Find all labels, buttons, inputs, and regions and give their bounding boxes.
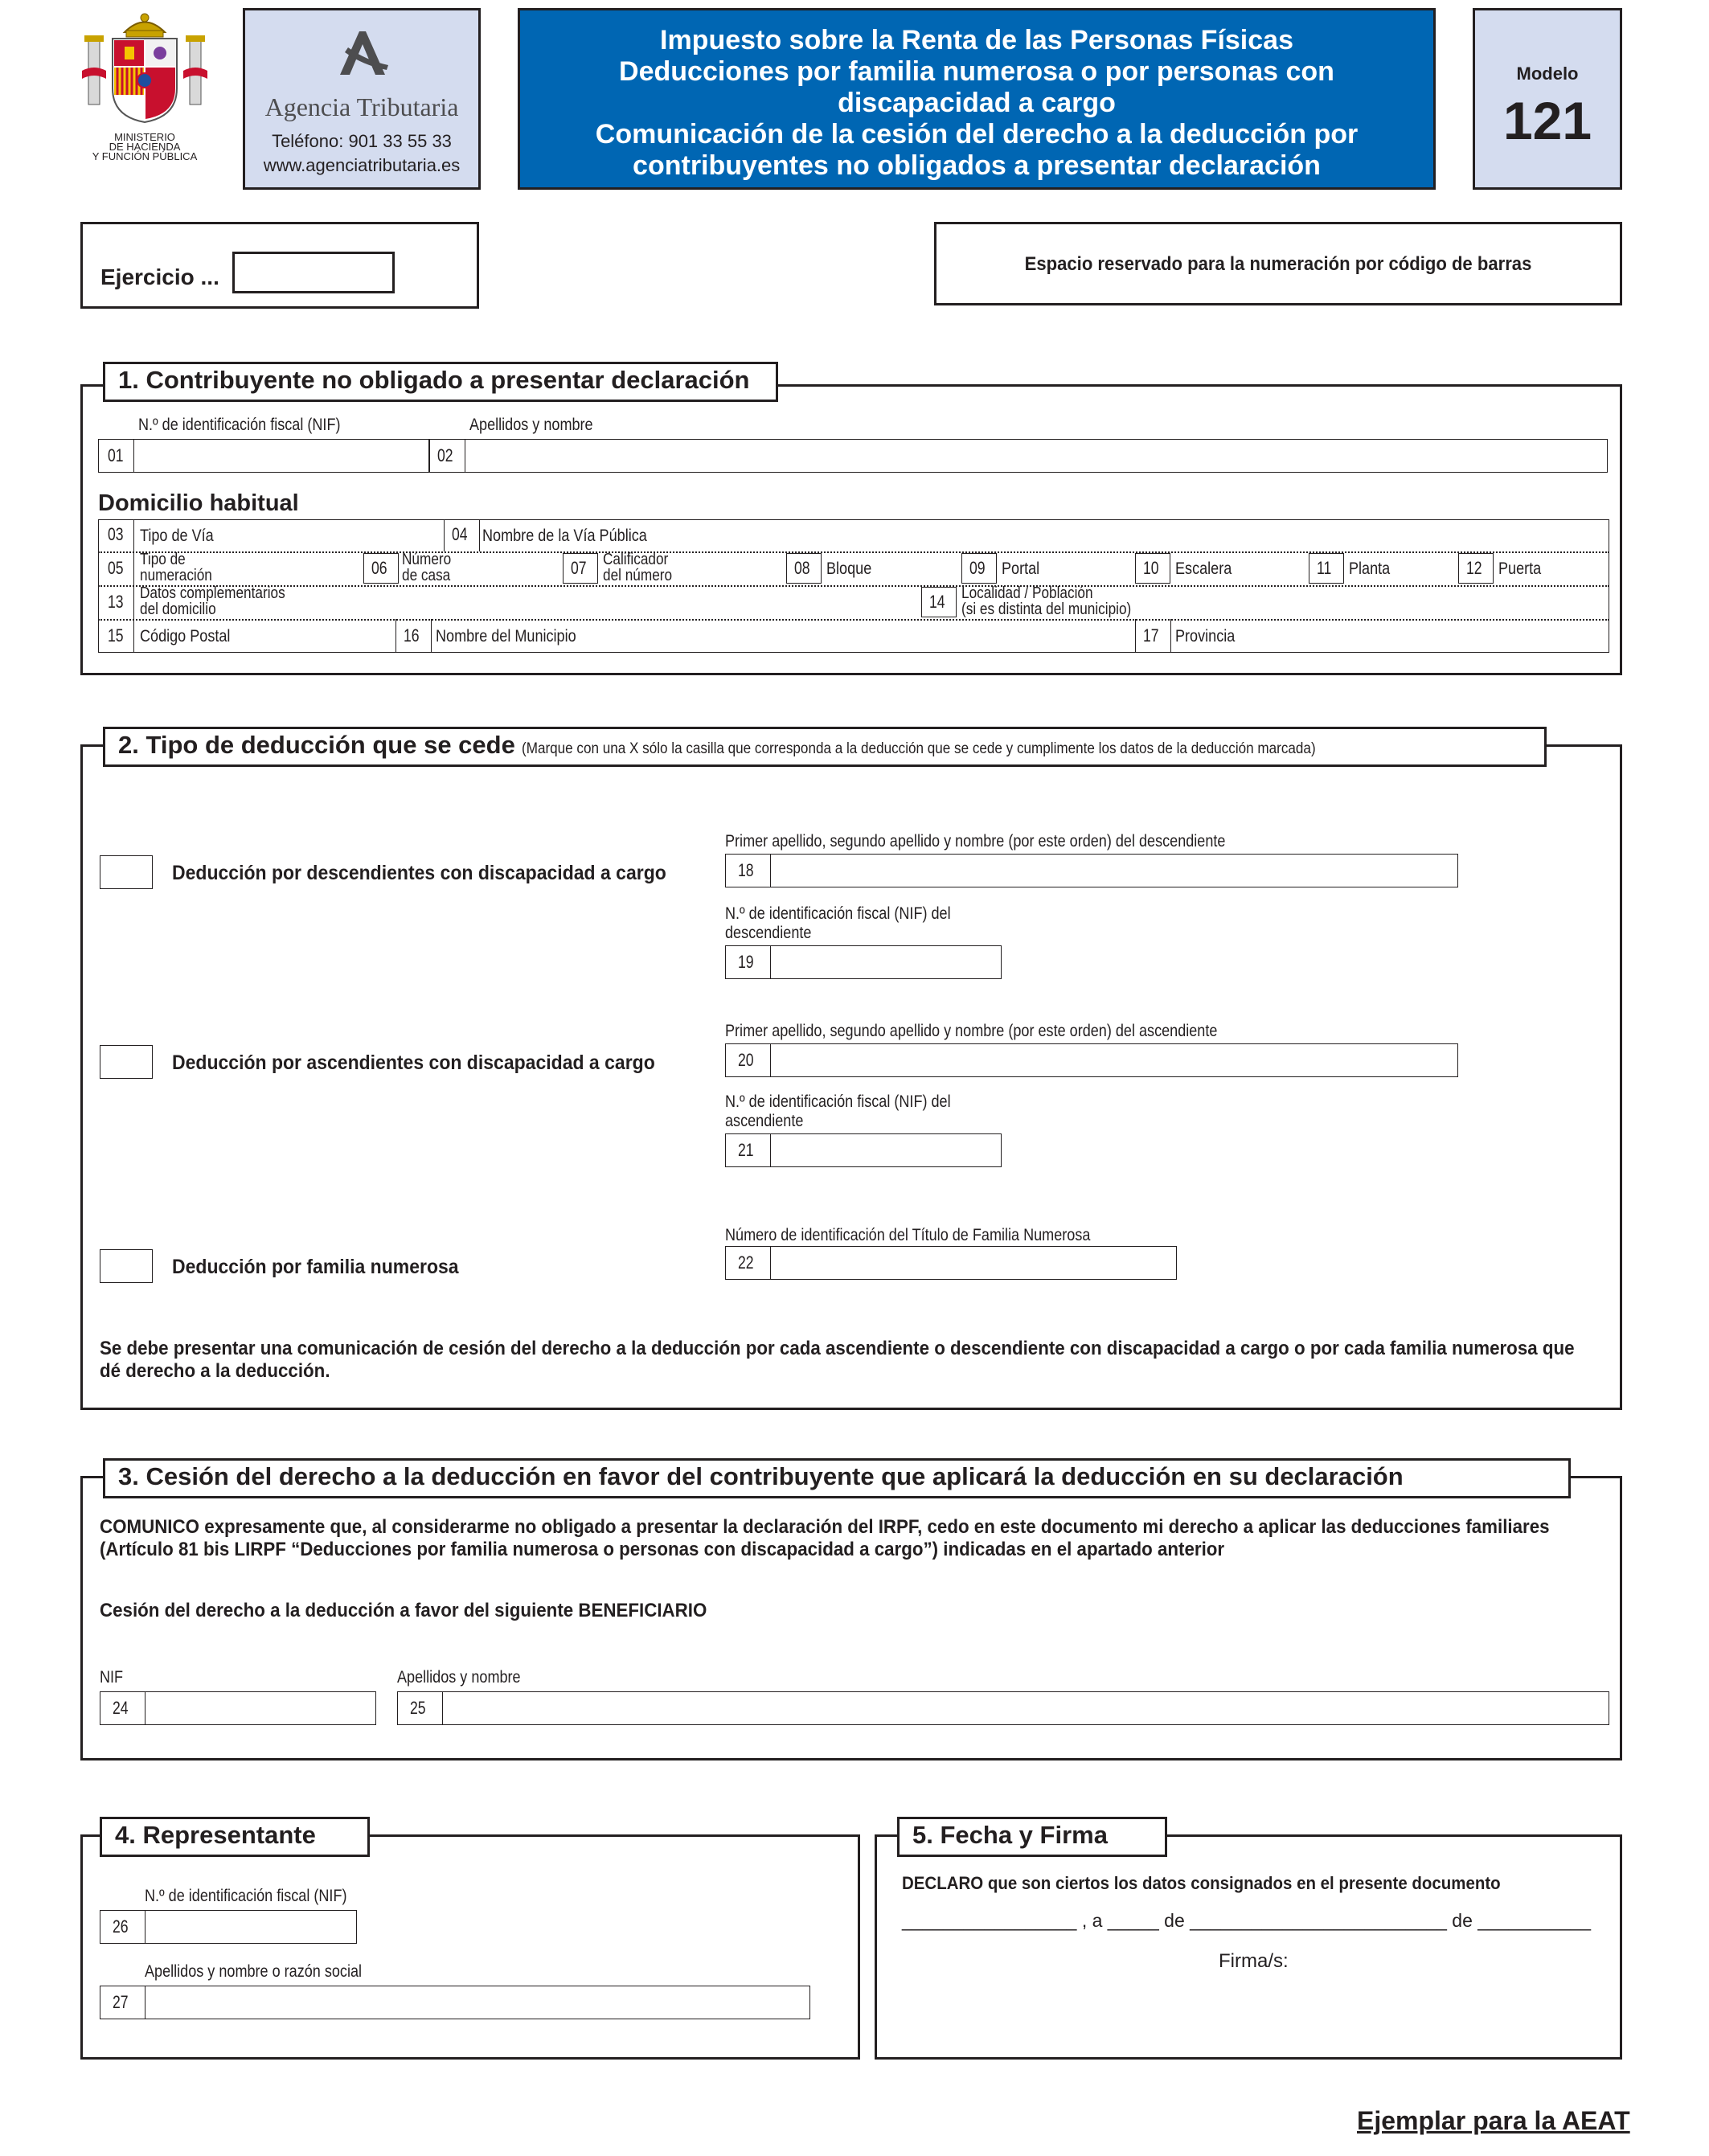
divider bbox=[770, 854, 771, 887]
row-divider bbox=[98, 619, 1609, 621]
section-2-note-line-2: dé derecho a la deducción. bbox=[100, 1360, 330, 1382]
form-title-box bbox=[518, 8, 1436, 190]
asc-nif-label-1: N.º de identificación fiscal (NIF) del bbox=[725, 1092, 951, 1111]
divider bbox=[395, 619, 396, 653]
section-3-title: 3. Cesión del derecho a la deducción en favor del contribuyente que aplicará la deducción en su declaración bbox=[103, 1458, 1571, 1498]
field-19-desc-nif-input[interactable] bbox=[725, 945, 1002, 979]
field-24-beneficiary-nif-input[interactable] bbox=[100, 1691, 376, 1725]
field-12-number: 12 bbox=[1466, 558, 1482, 578]
checkbox-familia-numerosa[interactable] bbox=[100, 1249, 153, 1283]
field-08-number: 08 bbox=[794, 558, 810, 578]
ejercicio-box bbox=[80, 222, 479, 309]
divider bbox=[770, 1246, 771, 1280]
field-14-label-line-2: (si es distinta del municipio) bbox=[961, 600, 1132, 618]
checkbox-ascendientes[interactable] bbox=[100, 1045, 153, 1079]
declaro-text: DECLARO que son ciertos los datos consignados en el presente documento bbox=[902, 1873, 1501, 1893]
divider bbox=[133, 519, 134, 551]
s4-name-label: Apellidos y nombre o razón social bbox=[145, 1962, 363, 1981]
field-02-name-input[interactable] bbox=[429, 439, 1608, 473]
field-10-number: 10 bbox=[1143, 558, 1159, 578]
field-04-nombre-via-input[interactable]: Nombre de la Vía Pública bbox=[482, 527, 647, 545]
asc-nif-label-2: ascendiente bbox=[725, 1112, 804, 1130]
fam-label: Deducción por familia numerosa bbox=[172, 1256, 459, 1278]
section-3-text-line-2: (Artículo 81 bis LIRPF “Deducciones por familia numerosa o personas con discapacidad a cargo”) indicadas en el apartado anterior bbox=[100, 1539, 1225, 1560]
field-19-number: 19 bbox=[738, 952, 754, 972]
field-06-number: 06 bbox=[371, 558, 387, 578]
domicilio-label: Domicilio habitual bbox=[98, 490, 299, 516]
title-line-1: Impuesto sobre la Renta de las Personas Físicas bbox=[660, 25, 1293, 55]
modelo-box bbox=[1473, 8, 1622, 190]
field-22-number: 22 bbox=[738, 1252, 754, 1273]
field-17-provincia-input[interactable]: Provincia bbox=[1175, 627, 1236, 646]
divider bbox=[133, 585, 134, 619]
field-07-calificador-input[interactable]: Calificador bbox=[603, 551, 669, 568]
field-01-nif-input[interactable] bbox=[98, 439, 429, 473]
field-20-asc-name-input[interactable] bbox=[725, 1043, 1458, 1077]
row-divider bbox=[98, 551, 1609, 553]
field-13-number: 13 bbox=[108, 592, 124, 612]
field-12-puerta-input[interactable]: Puerta bbox=[1498, 559, 1542, 578]
field-07-number: 07 bbox=[571, 558, 587, 578]
field-03-tipo-via-input[interactable]: Tipo de Vía bbox=[140, 527, 214, 545]
section-2-title-box bbox=[103, 727, 1547, 767]
agency-name: Agencia Tributaria bbox=[264, 92, 459, 121]
field-06-label-line-2: de casa bbox=[402, 567, 451, 584]
field-02-number: 02 bbox=[437, 445, 453, 465]
title-line-2: Deducciones por familia numerosa o por personas con bbox=[619, 56, 1334, 87]
s1-nif-label: N.º de identificación fiscal (NIF) bbox=[138, 416, 341, 434]
section-2-note-line-1: Se debe presentar una comunicación de cesión del derecho a la deducción por cada ascendiente o descendiente con discapacidad a cargo o por cada familia numerosa que bbox=[100, 1338, 1575, 1359]
agency-logo-icon bbox=[334, 28, 391, 76]
ministry-line-3: Y FUNCIÓN PÚBLICA bbox=[92, 150, 198, 162]
title-line-4: Comunicación de la cesión del derecho a la deducción por bbox=[595, 119, 1359, 150]
ministry-line-1: MINISTERIO bbox=[114, 131, 175, 143]
field-05-number: 05 bbox=[108, 558, 124, 578]
s3-name-label: Apellidos y nombre bbox=[397, 1668, 521, 1687]
divider bbox=[431, 619, 432, 653]
field-11-number: 11 bbox=[1317, 558, 1332, 578]
field-16-number: 16 bbox=[404, 625, 420, 646]
divider bbox=[770, 1043, 771, 1077]
section-2-title: 2. Tipo de deducción que se cede bbox=[118, 731, 515, 759]
section-4-title: 4. Representante bbox=[100, 1817, 370, 1857]
field-24-number: 24 bbox=[113, 1698, 129, 1718]
beneficiary-label: Cesión del derecho a la deducción a favor del siguiente BENEFICIARIO bbox=[100, 1600, 707, 1621]
section-5-frame bbox=[875, 1834, 1622, 2060]
divider bbox=[770, 1133, 771, 1167]
asc-label: Deducción por ascendientes con discapacidad a cargo bbox=[172, 1051, 655, 1074]
field-20-number: 20 bbox=[738, 1050, 754, 1070]
field-17-number: 17 bbox=[1143, 625, 1159, 646]
ejercicio-input[interactable] bbox=[232, 252, 395, 293]
section-3-text-line-1: COMUNICO expresamente que, al considerarme no obligado a presentar la declaración del IRPF, cedo en este documento mi derecho a aplicar las deducciones familiares bbox=[100, 1516, 1550, 1538]
section-2-subtitle: (Marque con una X sólo la casilla que corresponda a la deducción que se cede y cumplimente los datos de la deducción marcada) bbox=[522, 740, 1317, 757]
field-14-localidad-input[interactable]: Localidad / Población bbox=[961, 584, 1093, 602]
section-4-frame bbox=[80, 1834, 860, 2060]
ministry-line-2: DE HACIENDA bbox=[109, 141, 181, 153]
row-divider bbox=[98, 585, 1609, 587]
divider bbox=[133, 439, 134, 473]
field-18-number: 18 bbox=[738, 860, 754, 880]
fam-title-label: Número de identificación del Título de Familia Numerosa bbox=[725, 1226, 1091, 1244]
field-21-number: 21 bbox=[738, 1140, 754, 1160]
field-03-number: 03 bbox=[108, 524, 124, 544]
coat-of-arms-logo bbox=[80, 8, 209, 129]
barcode-label: Espacio reservado para la numeración por código de barras bbox=[1024, 253, 1532, 275]
desc-nif-label-2: descendiente bbox=[725, 924, 812, 942]
field-26-number: 26 bbox=[113, 1916, 129, 1937]
title-line-3: discapacidad a cargo bbox=[838, 88, 1116, 118]
field-01-number: 01 bbox=[108, 445, 124, 465]
field-25-number: 25 bbox=[410, 1698, 426, 1718]
divider bbox=[1170, 619, 1171, 653]
field-10-escalera-input[interactable]: Escalera bbox=[1175, 559, 1232, 578]
field-26-rep-nif-input[interactable] bbox=[100, 1910, 357, 1944]
firma-label: Firma/s: bbox=[1219, 1950, 1289, 1972]
s4-nif-label: N.º de identificación fiscal (NIF) bbox=[145, 1887, 347, 1905]
field-15-codigo-postal-input[interactable]: Código Postal bbox=[140, 627, 231, 646]
field-13-datos-complementarios-input[interactable]: Datos complementarios bbox=[140, 584, 285, 602]
field-09-number: 09 bbox=[969, 558, 986, 578]
divider bbox=[479, 519, 480, 551]
field-05-tipo-numeracion-input[interactable]: Tipo de bbox=[140, 551, 186, 568]
date-line-input[interactable]: _________________ , a _____ de _________________________ de ___________ bbox=[902, 1910, 1591, 1931]
divider bbox=[442, 1691, 443, 1725]
checkbox-descendientes[interactable] bbox=[100, 855, 153, 889]
field-07-label-line-2: del número bbox=[603, 567, 673, 584]
field-05-label-line-2: numeración bbox=[140, 567, 212, 584]
agency-box bbox=[243, 8, 481, 190]
field-16-municipio-input[interactable]: Nombre del Municipio bbox=[436, 627, 576, 646]
ejercicio-label: Ejercicio ... bbox=[100, 264, 219, 289]
field-25-beneficiary-name-input[interactable] bbox=[397, 1691, 1609, 1725]
field-21-asc-nif-input[interactable] bbox=[725, 1133, 1002, 1167]
field-27-number: 27 bbox=[113, 1992, 129, 2012]
section-1-title: 1. Contribuyente no obligado a presentar declaración bbox=[103, 362, 778, 402]
field-18-desc-name-input[interactable] bbox=[725, 854, 1458, 887]
desc-nif-label-1: N.º de identificación fiscal (NIF) del bbox=[725, 904, 951, 923]
footer-ejemplar: Ejemplar para la AEAT bbox=[1357, 2106, 1630, 2135]
modelo-label: Modelo bbox=[1516, 64, 1579, 84]
field-27-rep-name-input[interactable] bbox=[100, 1986, 810, 2019]
divider bbox=[133, 551, 134, 585]
divider bbox=[1135, 619, 1136, 653]
divider bbox=[770, 945, 771, 979]
section-5-title: 5. Fecha y Firma bbox=[897, 1817, 1167, 1857]
desc-label: Deducción por descendientes con discapacidad a cargo bbox=[172, 862, 666, 884]
barcode-space bbox=[934, 222, 1622, 305]
field-08-bloque-input[interactable]: Bloque bbox=[826, 559, 872, 578]
divider bbox=[133, 619, 134, 653]
agency-phone: Teléfono: 901 33 55 33 bbox=[272, 131, 452, 151]
modelo-number: 121 bbox=[1502, 91, 1592, 150]
divider bbox=[444, 519, 445, 551]
title-line-5: contribuyentes no obligados a presentar declaración bbox=[633, 150, 1321, 181]
field-15-number: 15 bbox=[108, 625, 124, 646]
agency-website: www.agenciatributaria.es bbox=[263, 155, 461, 175]
field-06-numero-casa-input[interactable]: Número bbox=[402, 551, 452, 568]
field-14-number: 14 bbox=[929, 592, 945, 612]
field-09-portal-input[interactable]: Portal bbox=[1002, 559, 1040, 578]
field-04-number: 04 bbox=[452, 524, 468, 544]
field-22-fam-title-input[interactable] bbox=[725, 1246, 1177, 1280]
asc-name-label: Primer apellido, segundo apellido y nombre (por este orden) del ascendiente bbox=[725, 1022, 1218, 1040]
desc-name-label: Primer apellido, segundo apellido y nombre (por este orden) del descendiente bbox=[725, 832, 1226, 851]
field-13-label-line-2: del domicilio bbox=[140, 600, 216, 618]
s1-name-label: Apellidos y nombre bbox=[469, 416, 593, 434]
s3-nif-label: NIF bbox=[100, 1668, 124, 1687]
field-11-planta-input[interactable]: Planta bbox=[1349, 559, 1391, 578]
